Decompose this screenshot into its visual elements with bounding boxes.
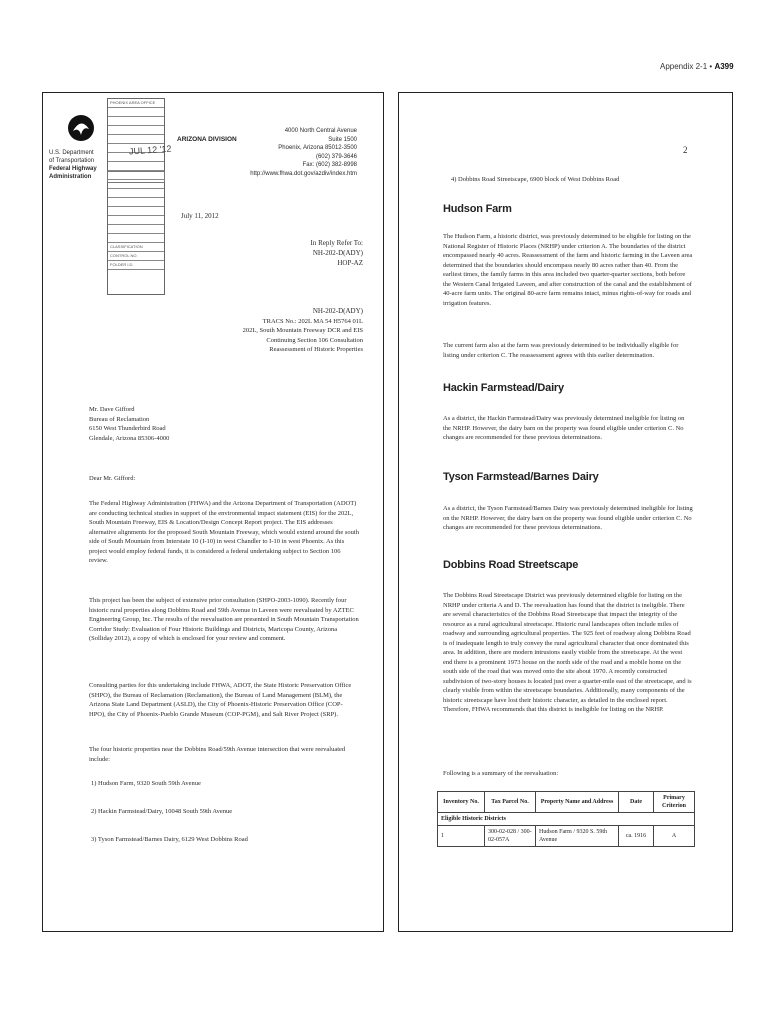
summary-intro: Following is a summary of the reevaluation: [443,770,559,777]
reference-line: NH-202-D(ADY) [312,307,363,315]
recipient-line: Bureau of Reclamation [89,415,150,423]
address-line: (602) 379-3646 [315,153,357,160]
stamp-row: PHOENIX AREA OFFICE [108,99,164,108]
agency-line: of Transportation [49,158,95,164]
division-title: ARIZONA DIVISION [177,136,237,143]
salutation: Dear Mr. Gifford: [89,475,136,482]
stamp-row [108,135,164,144]
address-block [233,127,357,178]
list-item: 1) Hudson Farm, 9320 South 59th Avenue [91,780,201,787]
reference-line: Reassessment of Historic Properties [269,346,363,353]
list-item: 4) Dobbins Road Streetscape, 6900 block of West Dobbins Road [451,176,620,183]
stamp-row [108,198,164,207]
stamp-row [108,207,164,216]
stamp-row [108,117,164,126]
table-cell: Hudson Farm / 9320 S. 59th Avenue [536,826,619,847]
stamp-row [108,162,164,171]
stamp-row: CLASSIFICATION [108,243,164,252]
refer-line: NH-202-D(ADY) [312,249,363,257]
section-paragraph: As a district, the Hackin Farmstead/Dairy was previously determined ineligible for listing on the NRHP. However, the dairy barn on the property was found eligible under criterion C. No changes are recommended for these previous determinations. [443,415,685,441]
header-separator: • [709,62,713,71]
page-number-2: 2 [683,145,688,155]
stamp-row [108,108,164,117]
table-header: Property Name and Address [536,792,619,813]
section-heading: Hackin Farmstead/Dairy [443,382,564,394]
letter-date: July 11, 2012 [181,212,219,220]
stamp-row [108,126,164,135]
agency-line: Administration [49,174,92,180]
table-header-row [438,792,695,813]
stamp-cells [107,171,165,183]
table-cell: 1 [438,826,485,847]
table-section: Eligible Historic Districts [438,813,695,826]
agency-line: U.S. Department [49,150,94,156]
reference-line: 202L, South Mountain Freeway DCR and EIS [242,327,363,334]
refer-block [243,238,363,268]
dot-logo [67,113,95,148]
reference-line: TRACS No.: 202L MA 54 H5764 01L [262,317,363,325]
letter-page-2 [398,92,733,932]
section-paragraph: The Dobbins Road Streetscape District was previously determined eligible for listing on the NRHP under criteria A and D. The reevaluation has found that the district is ineligible. There are several characteristics of the Dobbins Road Streetscape that impact the integrity of the resource as a rural agricultural streetscape. Historic rural landscapes often include miles of roadway and surrounding agricultural properties. The 925 feet of roadway along Dobbins Road is of inadequate length to truly convey the rural agricultural character that once dominated this area. In addition, there are modern intrusions easily visible from the streetscape. At the west end there is a prominent 1973 house on the north side of the road and a mobile home on the south side of the road that was moved onto the site about 1970. A recently constructed subdivision of two-story houses is located just over a quarter-mile east of the streetscape, and is clearly visible from within the streetscape boundaries. Additionally, many components of the historic streetscape have lost their historic character, as detailed in the enclosed report. Therefore, FHWA recommends that this district is ineligible for listing on the NRHP. [443,592,692,713]
refer-line: HOP-AZ [337,259,363,267]
dot-eagle-icon [67,113,95,143]
page-number: A399 [714,62,734,71]
letter-paragraph: Consulting parties for this undertaking include FHWA, ADOT, the State Historic Preservation Office (SHPO), the Bureau of Reclamation (Reclamation), the Bureau of Land Management (BLM), the Arizona State Land Department (ASLD), the City of Phoenix-Historic Preservation Office (COP-HPO), the City of Phoenix-Pueblo Grande Museum (COP-PGM), and Salt River Project (SRP). [89,682,352,718]
table-row [438,826,695,847]
reference-line: Continuing Section 106 Consultation [266,336,363,344]
table-header: Primary Criterion [654,792,695,813]
letter-paragraph: The Federal Highway Administration (FHWA) and the Arizona Department of Transportation (ADOT) are conducting technical studies in support of the environmental impact statement (EIS) for the 202L, South Mountain Freeway, EIS & Location/Design Concept Report project. The EIS addresses alternative alignments for the proposed South Mountain Freeway, which would extend around the south side of South Mountain from Interstate 10 (I-10) in west Chandler to I-10 in west Phoenix. As this project would employ federal funds, it is considered a federal undertaking subject to Section 106 review. [89,500,359,564]
letter-paragraph: This project has been the subject of extensive prior consultation (SHPO-2003-1090). Recently four historic rural properties along Dobbins Road and 59th Avenue in Laveen were reevaluated by AZTEC Engineering Group, Inc. The results of the reevaluation are presented in South Mountain Transportation Corridor Study: Evaluation of Four Historic Buildings and Districts, Maricopa County, Arizona (Solliday 2012), a copy of which is enclosed for your review and comment. [89,597,359,642]
letter-paragraph: The four historic properties near the Dobbins Road/59th Avenue intersection that were reevaluated include: [89,746,346,763]
section-heading: Hudson Farm [443,203,512,215]
recipient-line: 6150 West Thunderbird Road [89,425,166,432]
address-line: 4000 North Central Avenue [284,128,357,134]
recipient-block [89,405,169,443]
table-header: Tax Parcel No. [485,792,536,813]
recipient-line: Glendale, Arizona 85306-4000 [89,434,170,442]
appendix-label: Appendix 2-1 [660,62,708,71]
section-heading: Tyson Farmstead/Barnes Dairy [443,471,599,483]
stamp-row: CONTROL NO. [108,252,164,261]
property-list [91,779,248,845]
section-heading: Dobbins Road Streetscape [443,559,579,571]
letter-page [42,92,384,932]
list-item: 2) Hackin Farmstead/Dairy, 10048 South 59th Avenue [91,808,233,815]
reference-block [213,307,363,355]
stamp-row [108,225,164,234]
table-cell: ca. 1916 [619,826,654,847]
section-paragraph: As a district, the Tyson Farmstead/Barnes Dairy was previously determined ineligible for listing on the NRHP. However, the dairy barn on the property was found eligible under criterion C. No changes are recommended for these previous determinations. [443,505,693,531]
date-stamp: JUL 12 '12 [128,143,172,157]
section-paragraph: The current farm also at the farm was previously determined to be individually eligible for listing under criterion C. The reassessment agrees with this earlier determination. [443,342,679,359]
table-header: Date [619,792,654,813]
table-cell: 300-02-028 / 300-02-057A [485,826,536,847]
stamp-row [108,189,164,198]
address-line: Fax: (602) 382-8998 [302,162,357,168]
agency-line: Federal Highway [49,166,97,172]
table-section-row [438,813,695,826]
recipient-line: Mr. Dave Gifford [89,406,135,413]
address-line: Suite 1500 [328,136,357,143]
list-item: 3) Tyson Farmstead/Barnes Dairy, 6129 West Dobbins Road [91,836,248,843]
stamp-row: FOLDER I.D. [108,261,164,270]
address-line: http://www.fhwa.dot.gov/azdiv/index.htm [250,170,357,177]
stamp-row [108,216,164,225]
summary-table [437,791,695,847]
table-cell: A [654,826,695,847]
table-header: Inventory No. [438,792,485,813]
section-paragraph: The Hudson Farm, a historic district, was previously determined to be eligible for listing on the National Register of Historic Places (NRHP) under criterion A. The boundaries of the district encompassed nearly 40 acres. Reassessment of the farm and historic farming in the Laveen area determined that the boundaries should encompass nearly 80 acres rather than 40. From the earliest times, the family farms in this area included two quarter-quarter sections, both before the Western Canal Irrigated Laveen, and after construction of the canal and the establishment of 40-acre farm units. The original 80-acre farm remains intact, minus rights-of-way for roads and irrigation features. [443,233,693,307]
page-header [660,62,734,71]
stamp-row [108,234,164,243]
routing-stamp [107,98,165,295]
refer-line: In Reply Refer To: [310,239,363,247]
address-line: Phoenix, Arizona 85012-3500 [278,145,357,151]
agency-block [49,149,97,181]
